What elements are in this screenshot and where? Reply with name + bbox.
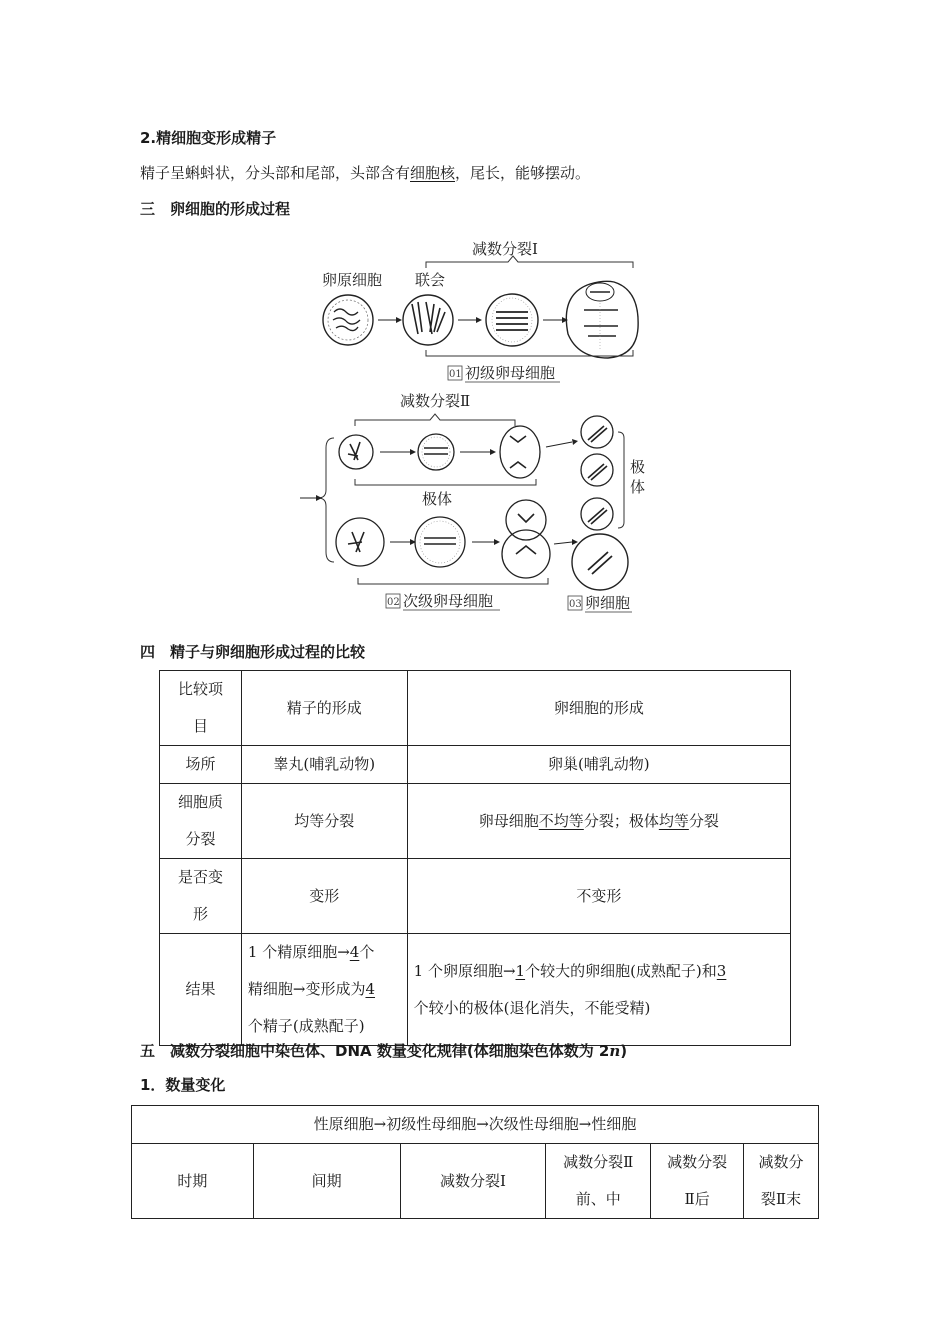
section-heading-comparison: 四 精子与卵细胞形成过程的比较 xyxy=(140,643,366,661)
label-polar-right-1: 极 xyxy=(630,458,646,476)
table-row xyxy=(132,1144,819,1219)
table-row xyxy=(160,934,791,1046)
table-row xyxy=(160,859,791,934)
polar-body-1 xyxy=(581,416,613,448)
svg-text:01: 01 xyxy=(449,369,462,380)
row-cyto-egg: 卵母细胞不均等分裂；极体均等分裂 xyxy=(407,784,790,859)
row-cyto-label: 细胞质 分裂 xyxy=(160,784,242,859)
nucleus-answer: 细胞核 xyxy=(410,164,456,182)
row-place-egg: 卵巢(哺乳动物) xyxy=(407,746,790,784)
quantity-table xyxy=(131,1105,819,1219)
row-deform-label: 是否变 形 xyxy=(160,859,242,934)
cell-oogonium xyxy=(323,295,373,345)
sperm-description-prefix: 精子呈蝌蚪状，分头部和尾部，头部含有 xyxy=(140,164,411,182)
table-row xyxy=(132,1106,819,1144)
row-place-label: 场所 xyxy=(160,746,242,784)
label-meiosis-1: 减数分裂Ⅰ xyxy=(472,240,538,258)
brace-secondary xyxy=(358,578,548,584)
cell-secondary-anaphase-2 xyxy=(502,500,550,578)
section-heading-sperm-deformation: 2.精细胞变形成精子 xyxy=(140,129,277,147)
label-egg: 卵细胞 xyxy=(585,594,631,612)
section-heading-quantity-rules: 五 减数分裂细胞中染色体、DNA 数量变化规律(体细胞染色体数为 2n) xyxy=(140,1042,628,1060)
svg-text:02: 02 xyxy=(387,597,400,608)
cell-secondary-prophase-2 xyxy=(336,518,384,566)
cell-egg xyxy=(572,534,628,590)
col-meiosis-2-end: 减数分 裂Ⅱ末 xyxy=(744,1144,819,1219)
row-result-egg: 1 个卵原细胞→1个较大的卵细胞(成熟配子)和3 个较小的极体(退化消失，不能受精) xyxy=(407,934,790,1046)
label-oogonium: 卵原细胞 xyxy=(322,271,383,289)
cell-polar-prophase-2 xyxy=(339,435,373,469)
col-meiosis-2-pre-mid: 减数分裂Ⅱ 前、中 xyxy=(546,1144,651,1219)
header-egg: 卵细胞的形成 xyxy=(407,671,790,746)
cell-polar-anaphase-2 xyxy=(500,426,540,478)
col-interphase: 间期 xyxy=(253,1144,400,1219)
label-meiosis-2: 减数分裂Ⅱ xyxy=(400,392,471,410)
row-cyto-sperm: 均等分裂 xyxy=(241,784,407,859)
brace-primary xyxy=(426,350,633,356)
row-deform-sperm: 变形 xyxy=(241,859,407,934)
cell-synapsis xyxy=(403,295,453,345)
brace-polar-right xyxy=(618,432,624,528)
sub-heading-quantity-change: 1．数量变化 xyxy=(140,1076,226,1094)
cell-anaphase-1 xyxy=(566,281,638,358)
quantity-table-top: 性原细胞→初级性母细胞→次级性母细胞→性细胞 xyxy=(132,1106,819,1144)
table-row xyxy=(160,746,791,784)
header-sperm: 精子的形成 xyxy=(241,671,407,746)
cell-metaphase-1 xyxy=(486,294,538,346)
row-result-sperm: 1 个精原细胞→4个 精细胞→变形成为4 个精子(成熟配子) xyxy=(241,934,407,1046)
sperm-description-suffix: ，尾长，能够摆动。 xyxy=(455,164,591,182)
table-row xyxy=(160,671,791,746)
sperm-description xyxy=(140,162,590,183)
polar-body-3 xyxy=(581,498,613,530)
label-synapsis: 联会 xyxy=(415,271,446,289)
row-place-sperm: 睾丸(哺乳动物) xyxy=(241,746,407,784)
label-polar-mid: 极体 xyxy=(422,490,453,508)
col-period: 时期 xyxy=(132,1144,254,1219)
row-deform-egg: 不变形 xyxy=(407,859,790,934)
cell-secondary-metaphase-2 xyxy=(415,517,465,567)
oogenesis-diagram xyxy=(300,232,660,617)
cell-polar-metaphase-2 xyxy=(418,434,454,470)
col-meiosis-1: 减数分裂Ⅰ xyxy=(400,1144,546,1219)
brace-left xyxy=(318,438,334,562)
label-primary-oocyte: 初级卵母细胞 xyxy=(465,364,556,382)
row-result-label: 结果 xyxy=(160,934,242,1046)
label-secondary-oocyte: 次级卵母细胞 xyxy=(403,592,494,610)
svg-text:03: 03 xyxy=(569,599,582,610)
brace-polar-mid xyxy=(355,479,536,485)
table-row xyxy=(160,784,791,859)
brace-meiosis-2 xyxy=(355,414,515,426)
section-heading-oogenesis: 三 卵细胞的形成过程 xyxy=(140,200,291,218)
label-polar-right-2: 体 xyxy=(630,478,646,496)
col-meiosis-2-post: 减数分裂 Ⅱ后 xyxy=(651,1144,744,1219)
comparison-table xyxy=(159,670,791,1046)
polar-body-2 xyxy=(581,454,613,486)
header-compare-item: 比较项 目 xyxy=(160,671,242,746)
